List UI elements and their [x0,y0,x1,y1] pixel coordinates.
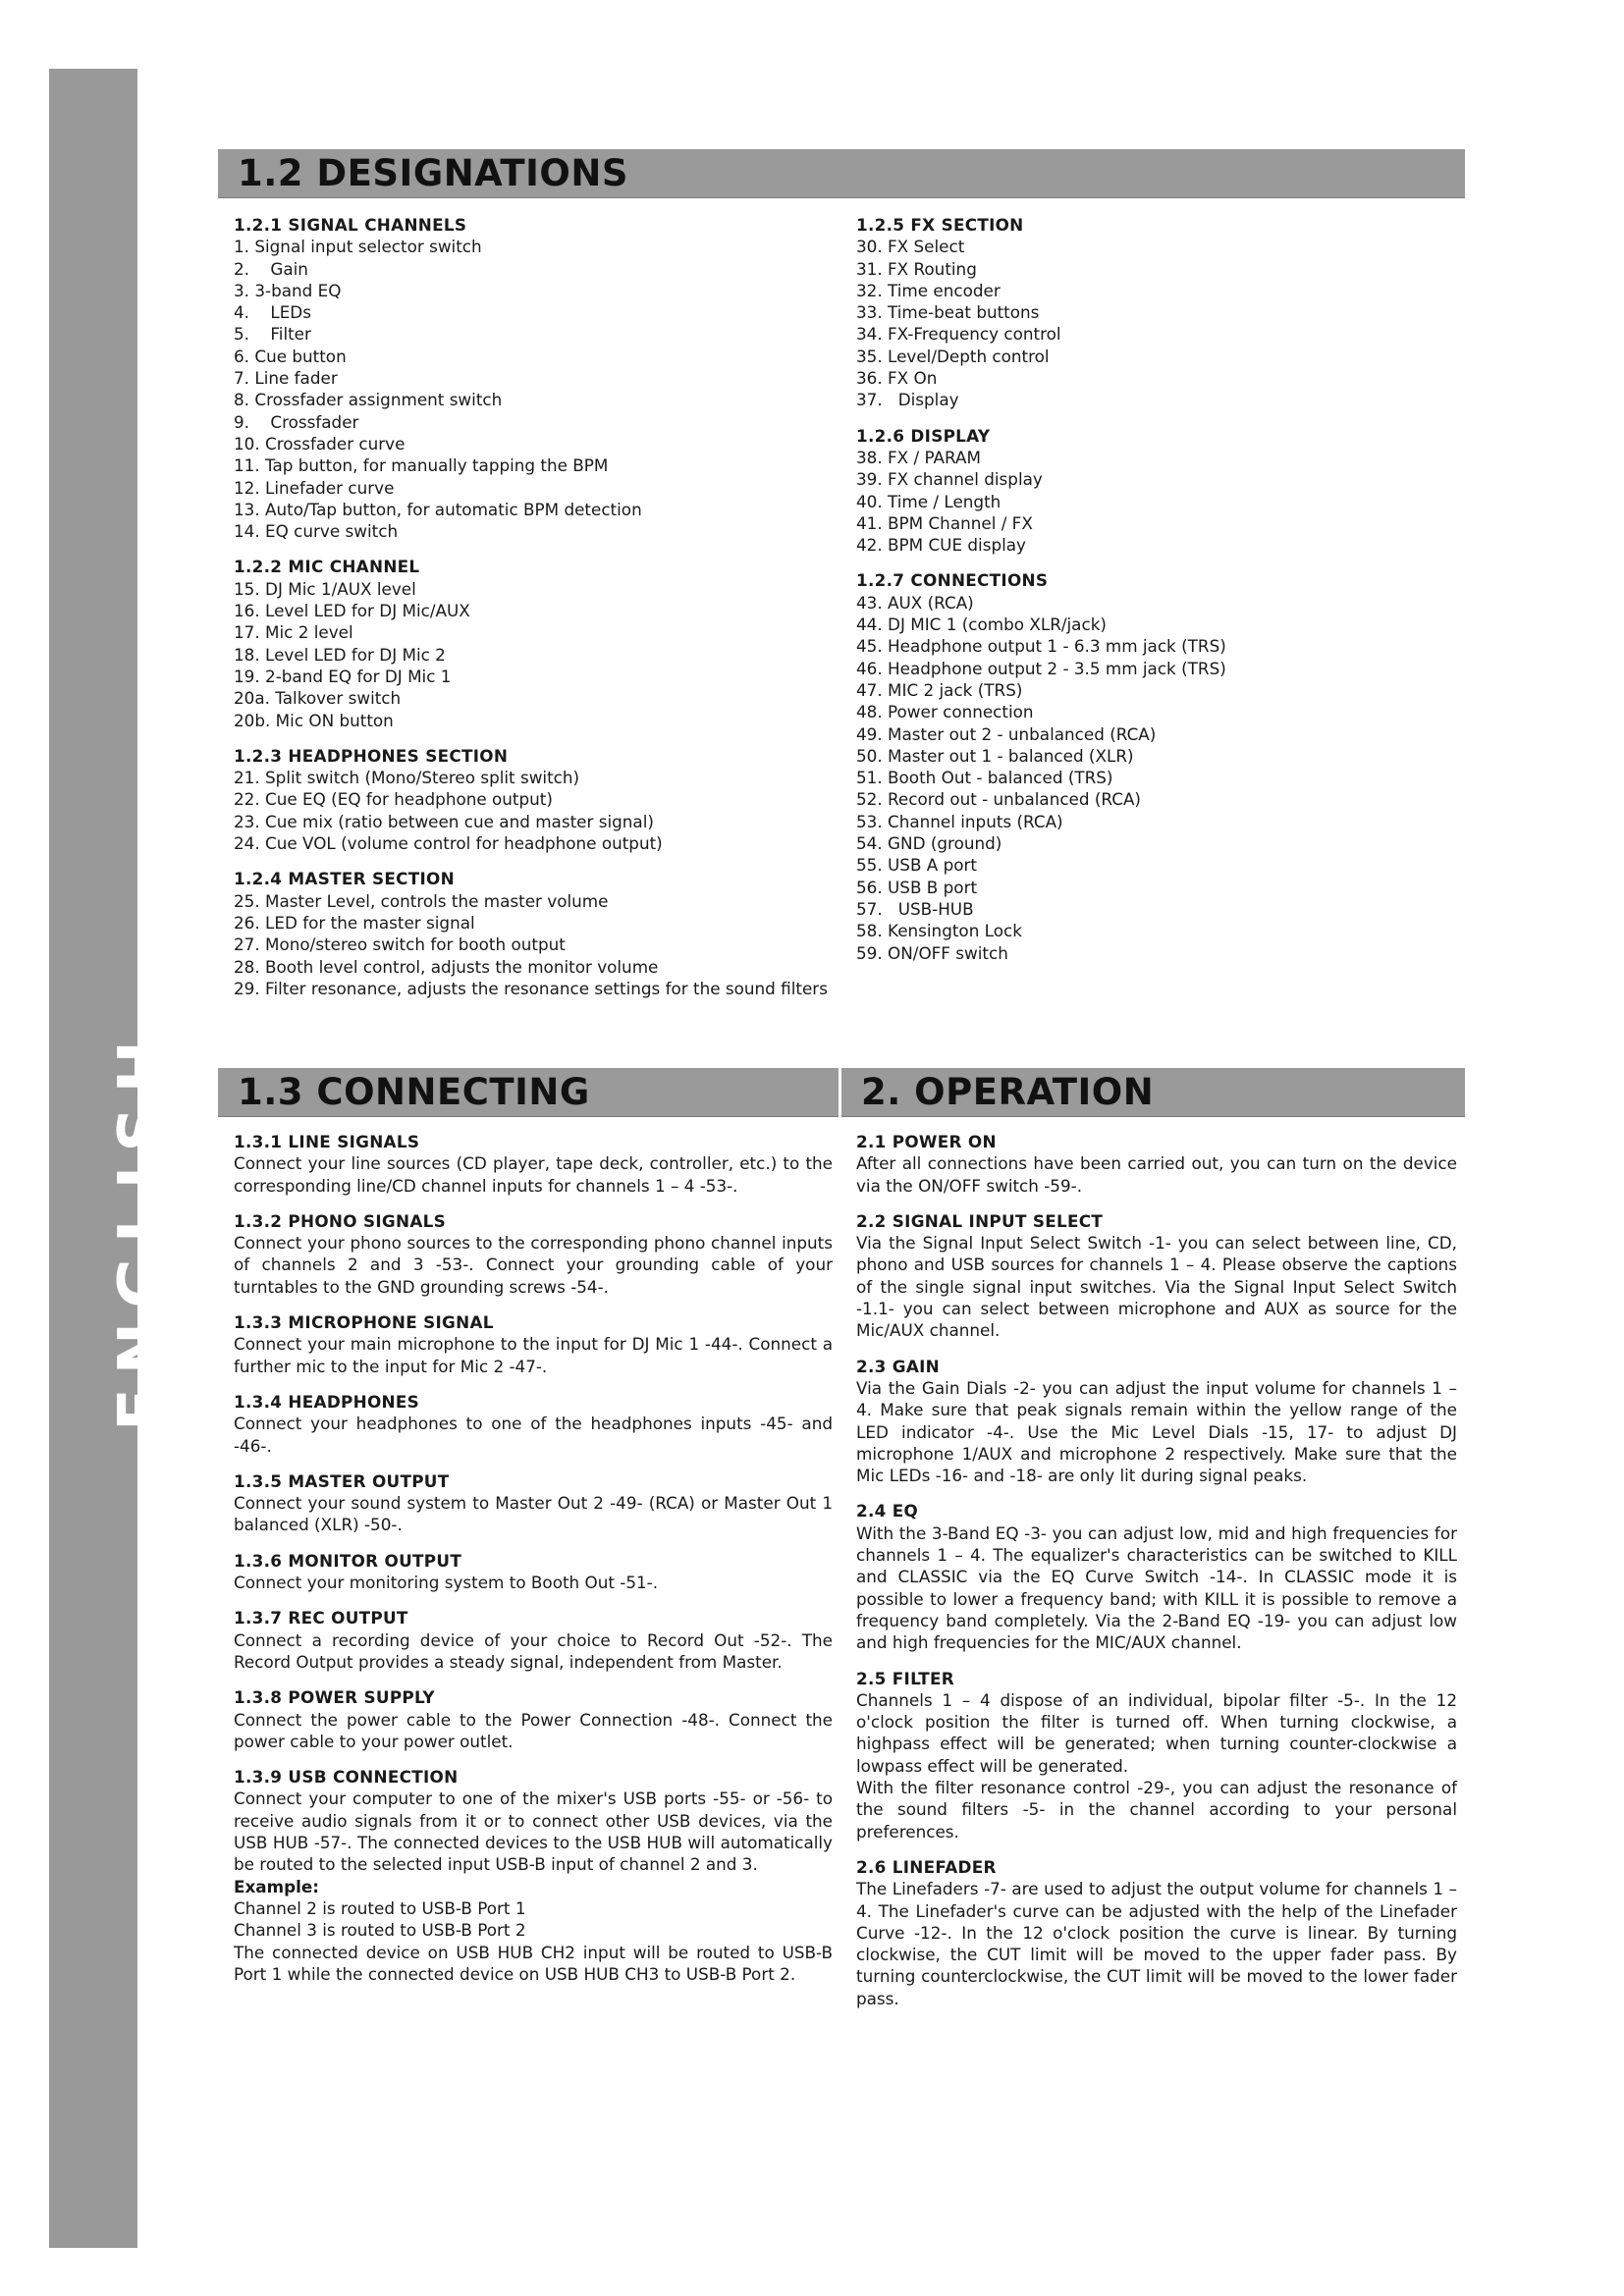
example-label: Example: [234,1876,319,1896]
list-item: 56. USB B port [856,877,978,897]
paragraph: Connect your headphones to one of the headphones inputs -45- and -46-. [234,1414,833,1456]
section-heading: 2.6 LINEFADER [856,1856,997,1877]
list-item: 19. 2-band EQ for DJ Mic 1 [234,666,452,686]
list-item: 58. Kensington Lock [856,921,1022,941]
paragraph: With the filter resonance control -29-, you can adjust the resonance of the sound filters -5- in the channel according to your personal preferences. [856,1778,1457,1842]
list-item: 5. Filter [234,324,311,345]
power-supply-section [234,1686,833,1752]
language-label: ENGLISH [106,1026,179,1432]
section-heading: 1.3.1 LINE SIGNALS [234,1132,420,1151]
mic-channel-section [234,556,842,730]
signal-input-select-section [856,1210,1457,1342]
section-heading: 1.3.4 HEADPHONES [234,1391,420,1412]
section-heading: 1.3.6 MONITOR OUTPUT [234,1550,462,1571]
list-item: 40. Time / Length [856,491,1001,511]
section-heading: 1.2.3 HEADPHONES SECTION [234,745,509,766]
list-item: 35. Level/Depth control [856,346,1050,366]
paragraph: Via the Gain Dials -2- you can adjust the input volume for channels 1 – 4. Make sure that peak signals remain within the yellow range of the LED indicator -4-. Use the Mic Level Dials -15, 17- to adjust DJ microphone 1/AUX and microphone 2 respectively. Make sure that the Mic LEDs -16- and -18- are only lit during signal peaks. [856,1377,1457,1486]
master-section [234,868,842,999]
list-item: 50. Master out 1 - balanced (XLR) [856,745,1134,766]
section-heading: 1.3.5 MASTER OUTPUT [234,1470,450,1491]
paragraph: Via the Signal Input Select Switch -1- you can select between line, CD, phono and USB sources for channels 1 – 4. Please observe the captions of the single signal input switches. Via the Signal Input Select Switch -1.1- you can select between microphone and AUX as source for the Mic/AUX channel. [856,1233,1457,1341]
list-item: 9. Crossfader [234,411,359,432]
paragraph: Connect your main microphone to the input for DJ Mic 1 -44-. Connect a further mic to the input for Mic 2 -47-. [234,1334,833,1376]
paragraph: Connect a recording device of your choice to Record Out -52-. The Record Output provides a steady signal, independent from Master. [234,1629,833,1672]
list-item: 32. Time encoder [856,280,1001,300]
monitor-output-section [234,1550,833,1594]
section-heading: 1.2.2 MIC CHANNEL [234,557,420,577]
designations-banner: 1.2 DESIGNATIONS [218,149,1465,198]
page-number: 12 [116,2246,150,2271]
gain-section [856,1356,1457,1487]
list-item: 43. AUX (RCA) [856,592,974,613]
operation-banner: 2. OPERATION [841,1068,1465,1117]
paragraph: Connect the power cable to the Power Connection -48-. Connect the power cable to your power outlet. [234,1709,833,1751]
list-item: 24. Cue VOL (volume control for headphone output) [234,833,663,854]
list-item: 41. BPM Channel / FX [856,512,1033,533]
list-item: 26. LED for the master signal [234,912,475,933]
list-item: 53. Channel inputs (RCA) [856,811,1063,831]
list-item: 8. Crossfader assignment switch [234,390,503,410]
list-item: 42. BPM CUE display [856,535,1026,556]
signal-channels-section [234,214,842,542]
eq-section [856,1500,1457,1653]
section-heading: 2.3 GAIN [856,1356,941,1376]
list-item: 3. 3-band EQ [234,280,342,300]
list-item: 23. Cue mix (ratio between cue and master signal) [234,811,654,831]
master-output-section [234,1470,833,1536]
list-item: 46. Headphone output 2 - 3.5 mm jack (TRS) [856,658,1226,678]
list-item: 55. USB A port [856,855,978,876]
section-heading: 1.2.7 CONNECTIONS [856,570,1049,591]
connecting-column [234,1131,833,1999]
list-item: 48. Power connection [856,702,1034,722]
list-item: 15. DJ Mic 1/AUX level [234,578,416,599]
section-heading: 1.3.9 USB CONNECTION [234,1767,459,1788]
list-item: 4. LEDs [234,302,311,323]
list-item: 11. Tap button, for manually tapping the BPM [234,455,609,476]
power-on-section [856,1131,1457,1197]
paragraph: The connected device on USB HUB CH2 input will be routed to USB-B Port 1 while the connected device on USB HUB CH3 to USB-B Port 2. [234,1942,833,1984]
section-heading: 1.2.5 FX SECTION [856,215,1024,235]
fx-section [856,214,1445,411]
filter-section [856,1668,1457,1842]
headphones-section [234,745,842,854]
paragraph: The Linefaders -7- are used to adjust the output volume for channels 1 – 4. The Linefader's curve can be adjusted with the help of the Linefader Curve -12-. In the 12 o'clock position the curve is linear. By turning clockwise, the CUT limit will be moved to the upper fader pass. By turning counterclockwise, the CUT limit will be moved to the lower fader pass. [856,1879,1457,2008]
section-heading: 1.3.7 REC OUTPUT [234,1608,408,1629]
section-heading: 2.1 POWER ON [856,1132,997,1151]
list-item: 49. Master out 2 - unbalanced (RCA) [856,723,1157,744]
operation-column [856,1131,1457,2023]
list-item: 38. FX / PARAM [856,447,981,467]
list-item: 10. Crossfader curve [234,433,406,454]
list-item: 20b. Mic ON button [234,710,394,730]
list-item: 28. Booth level control, adjusts the monitor volume [234,956,659,977]
list-item: 12. Linefader curve [234,477,395,498]
list-item: 31. FX Routing [856,258,977,279]
list-item: 36. FX On [856,368,938,389]
list-item: 30. FX Select [856,237,965,257]
list-item: 2. Gain [234,258,308,279]
example-line: Channel 3 is routed to USB-B Port 2 [234,1920,526,1941]
list-item: 34. FX-Frequency control [856,324,1061,345]
section-heading: 1.2.1 SIGNAL CHANNELS [234,215,467,235]
list-item: 17. Mic 2 level [234,622,353,643]
section-heading: 1.3.8 POWER SUPPLY [234,1687,435,1708]
section-heading: 1.2.6 DISPLAY [856,425,991,446]
phono-signals-section [234,1210,833,1298]
list-item: 44. DJ MIC 1 (combo XLR/jack) [856,614,1107,635]
list-item: 20a. Talkover switch [234,688,402,709]
paragraph: With the 3-Band EQ -3- you can adjust low, mid and high frequencies for channels 1 – 4. The equalizer's characteristics can be switched to KILL and CLASSIC via the EQ Curve Switch -14-. In CLASSIC mode it is possible to lower a frequency band; with KILL it is possible to remove a frequency band completely. Via the 2-Band EQ -19- you can adjust low and high frequencies for the MIC/AUX channel. [856,1522,1457,1653]
list-item: 1. Signal input selector switch [234,237,482,257]
list-item: 21. Split switch (Mono/Stereo split switch) [234,768,580,788]
list-item: 22. Cue EQ (EQ for headphone output) [234,789,553,810]
line-signals-section [234,1131,833,1197]
linefader-section [856,1856,1457,2009]
list-item: 7. Line fader [234,368,338,389]
list-item: 57. USB-HUB [856,898,974,919]
example-line: Channel 2 is routed to USB-B Port 1 [234,1897,526,1918]
paragraph: Connect your computer to one of the mixer's USB ports -55- or -56- to receive audio signals from it or to connect other USB devices, via the USB HUB -57-. The connected devices to the USB HUB will automatically be routed to the selected input USB-B input of channel 2 and 3. [234,1789,833,1875]
paragraph: Connect your line sources (CD player, tape deck, controller, etc.) to the corresponding line/CD channel inputs for channels 1 – 4 -53-. [234,1153,833,1196]
list-item: 59. ON/OFF switch [856,942,1008,963]
list-item: 13. Auto/Tap button, for automatic BPM detection [234,499,642,519]
connecting-banner: 1.3 CONNECTING [218,1068,839,1117]
section-heading: 1.2.4 MASTER SECTION [234,869,455,889]
section-heading: 2.4 EQ [856,1501,919,1522]
list-item: 47. MIC 2 jack (TRS) [856,679,1023,700]
paragraph: Connect your monitoring system to Booth Out -51-. [234,1573,659,1593]
list-item: 6. Cue button [234,346,347,366]
paragraph: Channels 1 – 4 dispose of an individual, bipolar filter -5-. In the 12 o'clock position the filter is turned off. When turning clockwise, a highpass effect will be generated; when turning counter-clockwise a lowpass effect will be generated. [856,1689,1457,1776]
section-heading: 2.2 SIGNAL INPUT SELECT [856,1210,1104,1231]
list-item: 33. Time-beat buttons [856,302,1040,323]
section-heading: 1.3.2 PHONO SIGNALS [234,1210,446,1231]
rec-output-section [234,1607,833,1673]
headphones-connect-section [234,1391,833,1457]
display-section [856,425,1445,557]
list-item: 54. GND (ground) [856,833,1002,854]
section-heading: 2.5 FILTER [856,1668,955,1688]
list-item: 14. EQ curve switch [234,521,399,542]
usb-connection-section [234,1766,833,1985]
list-item: 16. Level LED for DJ Mic/AUX [234,601,470,621]
paragraph: Connect your phono sources to the corresponding phono channel inputs of channels 2 and 3 -53-. Connect your grounding cable of your turntables to the GND grounding screws -54-. [234,1233,833,1297]
list-item: 27. Mono/stereo switch for booth output [234,934,566,955]
microphone-signal-section [234,1311,833,1377]
list-item: 39. FX channel display [856,469,1043,490]
designations-left-column [234,214,842,1013]
list-item: 25. Master Level, controls the master volume [234,890,609,911]
list-item: 52. Record out - unbalanced (RCA) [856,789,1141,810]
list-item: 37. Display [856,390,959,410]
list-item: 18. Level LED for DJ Mic 2 [234,644,446,665]
list-item: 45. Headphone output 1 - 6.3 mm jack (TRS) [856,636,1226,657]
connections-section [856,569,1445,963]
list-item: 51. Booth Out - balanced (TRS) [856,768,1113,788]
designations-right-column [856,214,1445,978]
language-sidebar [49,69,179,2271]
paragraph: Connect your sound system to Master Out 2 -49- (RCA) or Master Out 1 balanced (XLR) -50-. [234,1493,833,1535]
section-heading: 1.3.3 MICROPHONE SIGNAL [234,1312,494,1333]
list-item: 29. Filter resonance, adjusts the resonance settings for the sound filters [234,978,828,998]
paragraph: After all connections have been carried out, you can turn on the device via the ON/OFF switch -59-. [856,1153,1457,1196]
